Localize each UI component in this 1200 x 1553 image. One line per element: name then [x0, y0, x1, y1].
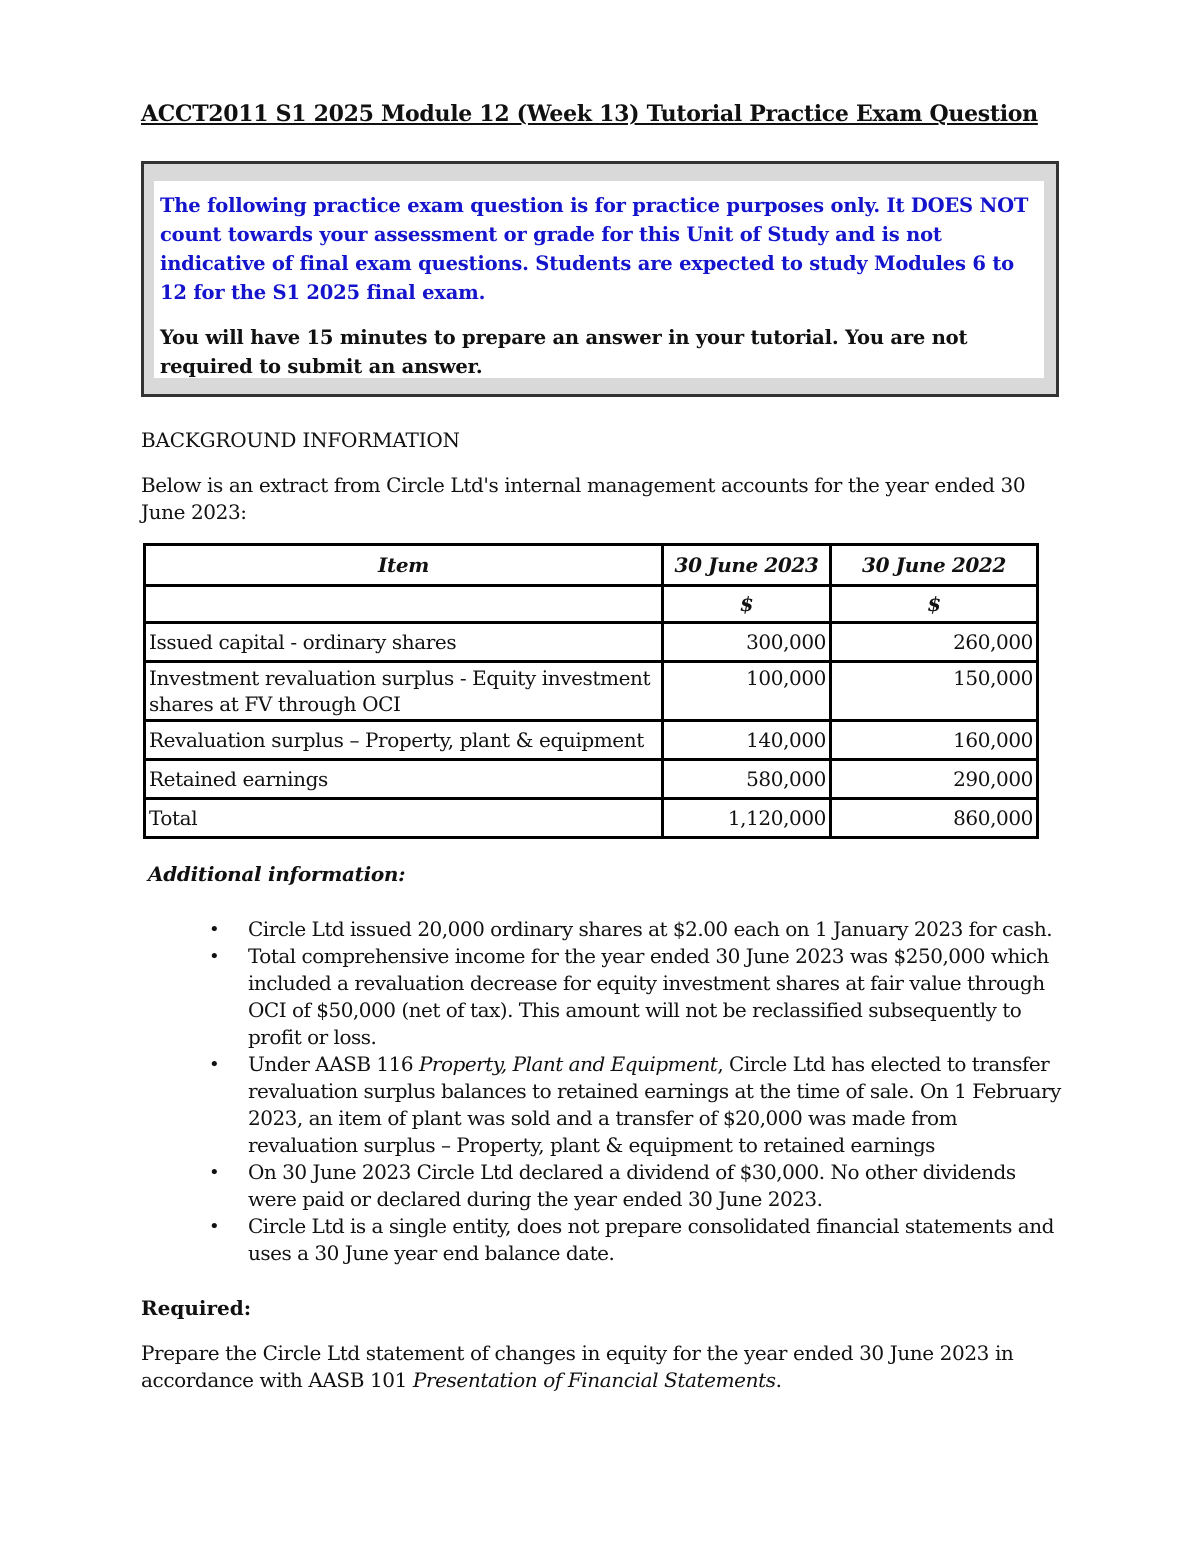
required-text-post: . [775, 1368, 782, 1392]
standard-title: Property, Plant and Equipment [418, 1052, 718, 1076]
table-total-row [145, 799, 1038, 838]
row-2022: 260,000 [831, 623, 1038, 662]
row-2023: 300,000 [663, 623, 831, 662]
table-row [145, 623, 1038, 662]
unit-2023: $ [663, 586, 831, 623]
table-unit-row [145, 586, 1038, 623]
list-item [205, 943, 1065, 1051]
row-2023: 580,000 [663, 760, 831, 799]
notice-time-instructions: You will have 15 minutes to prepare an answer in your tutorial. You are not required to submit an answer. [160, 326, 968, 378]
header-2022: 30 June 2022 [831, 545, 1038, 586]
notice-box [141, 161, 1059, 397]
row-2023: 1,120,000 [663, 799, 831, 838]
header-2023: 30 June 2023 [663, 545, 831, 586]
table-row [145, 760, 1038, 799]
list-item [205, 1213, 1065, 1267]
table-row [145, 662, 1038, 721]
list-item [205, 1051, 1065, 1159]
required-heading: Required: [141, 1296, 252, 1320]
row-2022: 150,000 [831, 662, 1038, 721]
list-item-text-pre: Under AASB 116 [248, 1052, 419, 1076]
background-heading: BACKGROUND INFORMATION [141, 428, 460, 452]
bullet-icon: • [209, 946, 220, 967]
row-2023: 100,000 [663, 662, 831, 721]
list-item-text: Total comprehensive income for the year ended 30 June 2023 was $250,000 which included a revaluation decrease for equity investment shares at fair value through OCI of $50,000 (net of tax). This amount will not be reclassified subsequently to profit or loss. [248, 944, 1049, 1049]
row-item: Total [145, 799, 663, 838]
notice-inner [154, 181, 1044, 378]
list-item [205, 916, 1065, 943]
additional-info-heading: Additional information: [148, 862, 406, 886]
bullet-icon: • [209, 919, 220, 940]
unit-2022: $ [831, 586, 1038, 623]
row-2022: 290,000 [831, 760, 1038, 799]
equity-extract-table [143, 543, 1039, 839]
unit-item [145, 586, 663, 623]
required-text [141, 1340, 1041, 1394]
notice-disclaimer: The following practice exam question is for practice purposes only. It DOES NOT count towards your assessment or grade for this Unit of Study and is not indicative of final exam questions. Students are expected to study Modules 6 to 12 for the S1 2025 final exam. [160, 194, 1029, 304]
row-2023: 140,000 [663, 721, 831, 760]
bullet-icon: • [209, 1054, 220, 1075]
background-intro: Below is an extract from Circle Ltd's internal management accounts for the year ended 30 June 2023: [141, 473, 1026, 524]
bullet-icon: • [209, 1216, 220, 1237]
additional-info-list [205, 916, 1065, 1267]
row-item: Issued capital - ordinary shares [145, 623, 663, 662]
standard-title: Presentation of Financial Statements [412, 1368, 776, 1392]
row-2022: 160,000 [831, 721, 1038, 760]
list-item-text-post: , Circle Ltd has elected to transfer revaluation surplus balances to retained earnings at the time of sale. On 1 February 2023, an item of plant was sold and a transfer of $20,000 was made from revaluation surplus – Property, plant & equipment to retained earnings [248, 1052, 1061, 1157]
list-item-text: Circle Ltd is a single entity, does not prepare consolidated financial statements and uses a 30 June year end balance date. [248, 1214, 1054, 1265]
list-item [205, 1159, 1065, 1213]
list-item-text: On 30 June 2023 Circle Ltd declared a dividend of $30,000. No other dividends were paid or declared during the year ended 30 June 2023. [248, 1160, 1016, 1211]
table-row [145, 721, 1038, 760]
required-text-pre: Prepare the Circle Ltd statement of changes in equity for the year ended 30 June 2023 in accordance with AASB 101 [141, 1341, 1014, 1392]
row-item: Retained earnings [145, 760, 663, 799]
list-item-text [248, 1051, 1065, 1159]
bullet-icon: • [209, 1162, 220, 1183]
list-item-text: Circle Ltd issued 20,000 ordinary shares at $2.00 each on 1 January 2023 for cash. [248, 917, 1053, 941]
table-header-row [145, 545, 1038, 586]
page-title: ACCT2011 S1 2025 Module 12 (Week 13) Tutorial Practice Exam Question [141, 101, 1038, 127]
header-item: Item [145, 545, 663, 586]
row-item: Revaluation surplus – Property, plant & equipment [145, 721, 663, 760]
row-item: Investment revaluation surplus - Equity investment shares at FV through OCI [145, 662, 663, 721]
row-2022: 860,000 [831, 799, 1038, 838]
